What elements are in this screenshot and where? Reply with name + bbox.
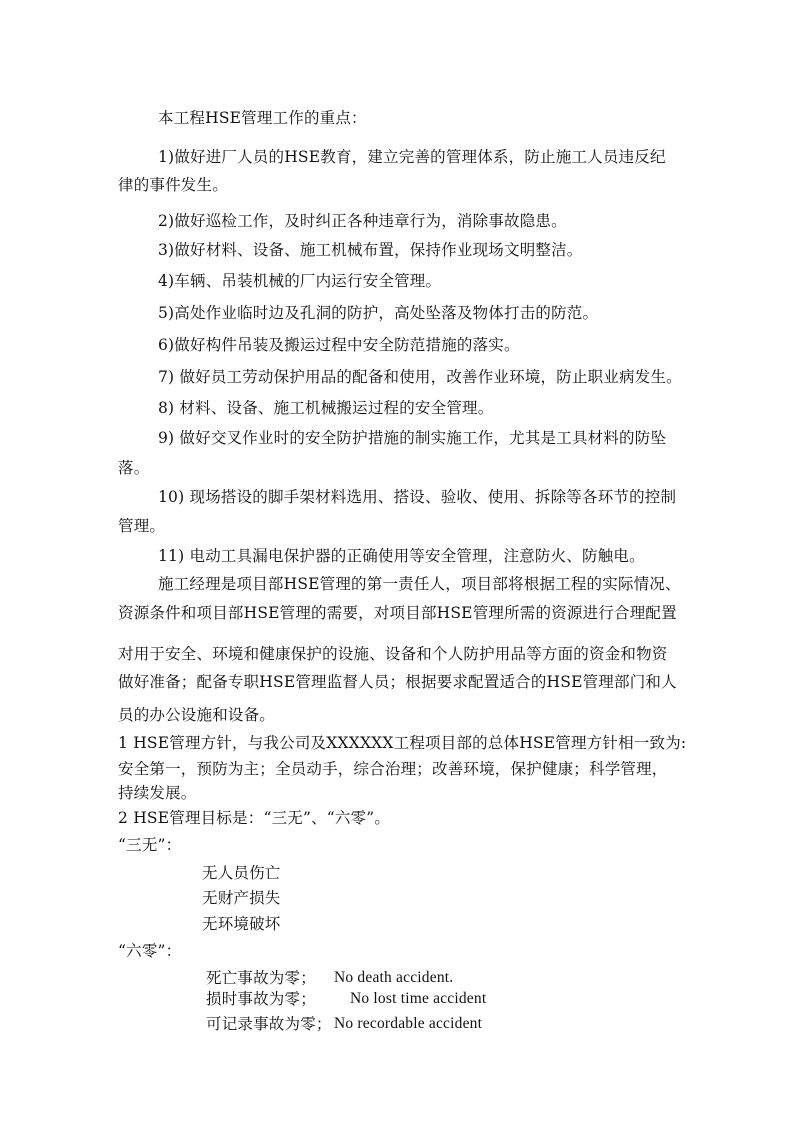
manager-paragraph-line-4: 做好准备；配备专职HSE管理监督人员；根据要求配置适合的HSE管理部门和人 <box>118 673 677 691</box>
policy-line-3: 持续发展。 <box>118 784 197 802</box>
targets-heading: 2 HSE管理目标是：“三无”、“六零”。 <box>118 809 391 827</box>
three-no-title: “三无”： <box>118 836 182 854</box>
manager-paragraph-line-1: 施工经理是项目部HSE管理的第一责任人，项目部将根据工程的实际情况、 <box>158 575 681 593</box>
manager-paragraph-line-5: 员的办公设施和设备。 <box>118 706 276 724</box>
section-heading: 本工程HSE管理工作的重点： <box>158 109 367 127</box>
three-no-item: 无环境破坏 <box>202 915 281 933</box>
list-item-7: 7) 做好员工劳动保护用品的配备和使用，改善作业环境，防止职业病发生。 <box>158 368 682 386</box>
policy-line-2: 安全第一，预防为主；全员动手，综合治理；改善环境，保护健康；科学管理， <box>118 760 668 778</box>
list-item-5: 5)高处作业临时边及孔洞的防护，高处坠落及物体打击的防范。 <box>158 304 599 322</box>
list-item-1-line-1: 1)做好进厂人员的HSE教育，建立完善的管理体系，防止施工人员违反纪 <box>158 148 666 166</box>
six-zero-item-cn: 损时事故为零； <box>206 990 316 1008</box>
manager-paragraph-line-2: 资源条件和项目部HSE管理的需要，对项目部HSE管理所需的资源进行合理配置 <box>118 604 677 622</box>
manager-paragraph-line-3: 对用于安全、环境和健康保护的设施、设备和个人防护用品等方面的资金和物资 <box>118 645 668 663</box>
six-zero-item-en: No death accident. <box>334 969 454 986</box>
six-zero-item-cn: 死亡事故为零； <box>206 969 316 987</box>
list-item-8: 8) 材料、设备、施工机械搬运过程的安全管理。 <box>158 399 494 417</box>
three-no-item: 无财产损失 <box>202 889 281 907</box>
list-item-10-line-2: 管理。 <box>118 517 166 535</box>
six-zero-item-en: No lost time accident <box>350 990 487 1007</box>
policy-line-1: 1 HSE管理方针，与我公司及XXXXXX工程项目部的总体HSE管理方针相一致为: <box>118 734 687 752</box>
list-item-9-line-1: 9) 做好交叉作业时的安全防护措施的制实施工作，尤其是工具材料的防坠 <box>158 429 667 447</box>
list-item-11: 11) 电动工具漏电保护器的正确使用等安全管理，注意防火、防触电。 <box>158 547 645 565</box>
list-item-1-line-2: 律的事件发生。 <box>118 176 228 194</box>
list-item-10-line-1: 10) 现场搭设的脚手架材料选用、搭设、验收、使用、拆除等各环节的控制 <box>158 488 677 506</box>
six-zero-title: “六零”： <box>118 942 182 960</box>
list-item-4: 4)车辆、吊装机械的厂内运行安全管理。 <box>158 272 442 290</box>
list-item-6: 6)做好构件吊装及搬运过程中安全防范措施的落实。 <box>158 336 520 354</box>
six-zero-item-en: No recordable accident <box>334 1015 483 1032</box>
list-item-2: 2)做好巡检工作，及时纠正各种违章行为，消除事故隐患。 <box>158 212 567 230</box>
list-item-9-line-2: 落。 <box>118 459 150 477</box>
six-zero-item-cn: 可记录事故为零； <box>206 1015 332 1033</box>
list-item-3: 3)做好材料、设备、施工机械布置，保持作业现场文明整洁。 <box>158 241 583 259</box>
three-no-item: 无人员伤亡 <box>202 864 281 882</box>
